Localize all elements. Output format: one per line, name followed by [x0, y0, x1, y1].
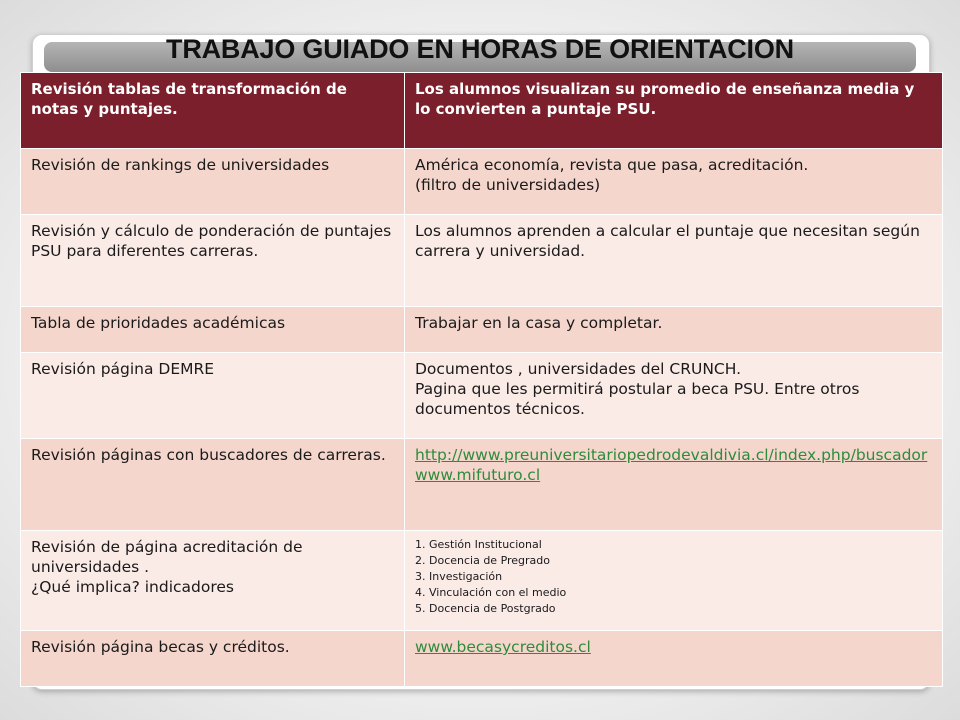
list-item: 3. Investigación — [415, 570, 503, 583]
table-row — [21, 631, 943, 687]
table-header-row — [21, 73, 943, 149]
activity-cell: Tabla de prioridades académicas — [21, 307, 405, 353]
activity-line: Revisión de página acreditación de universidades . — [31, 538, 303, 576]
slide-title: TRABAJO GUIADO EN HORAS DE ORIENTACION — [166, 34, 794, 64]
table-row — [21, 149, 943, 215]
detail-line: América economía, revista que pasa, acreditación. — [415, 156, 809, 174]
guided-work-table — [20, 72, 943, 687]
list-item: 5. Docencia de Postgrado — [415, 602, 556, 615]
table-row — [21, 215, 943, 307]
activity-cell — [21, 531, 405, 631]
activity-line: ¿Qué implica? indicadores — [31, 578, 235, 596]
becasycreditos-link[interactable]: www.becasycreditos.cl — [415, 638, 591, 656]
detail-cell — [405, 215, 943, 307]
list-item: 2. Docencia de Pregrado — [415, 554, 551, 567]
list-item: 4. Vinculación con el medio — [415, 586, 567, 599]
header-cell-activity: Revisión tablas de transformación de notas y puntajes. — [21, 73, 405, 149]
table-row — [21, 307, 943, 353]
detail-cell — [405, 353, 943, 439]
detail-line: Documentos , universidades del CRUNCH. — [415, 360, 742, 378]
mifuturo-link[interactable]: www.mifuturo.cl — [415, 466, 541, 484]
detail-line: Los alumnos aprenden a calcular el puntaje que necesitan según carrera y universidad. — [415, 222, 920, 260]
activity-cell: Revisión y cálculo de ponderación de puntajes PSU para diferentes carreras. — [21, 215, 405, 307]
table-row — [21, 439, 943, 531]
detail-cell — [405, 149, 943, 215]
header-cell-description: Los alumnos visualizan su promedio de enseñanza media y lo convierten a puntaje PSU. — [405, 73, 943, 149]
detail-cell — [405, 531, 943, 631]
detail-cell — [405, 307, 943, 353]
accreditation-criteria-list — [415, 537, 934, 617]
table-row — [21, 353, 943, 439]
detail-line: (filtro de universidades) — [415, 176, 601, 194]
activity-cell: Revisión de rankings de universidades — [21, 149, 405, 215]
list-item: 1. Gestión Institucional — [415, 538, 542, 551]
detail-cell — [405, 631, 943, 687]
detail-cell — [405, 439, 943, 531]
activity-cell: Revisión página DEMRE — [21, 353, 405, 439]
detail-line: Pagina que les permitirá postular a beca PSU. Entre otros documentos técnicos. — [415, 380, 860, 418]
activity-cell: Revisión página becas y créditos. — [21, 631, 405, 687]
table-row — [21, 531, 943, 631]
buscador-link[interactable]: http://www.preuniversitariopedrodevaldivia.cl/index.php/buscador — [415, 446, 928, 464]
activity-cell: Revisión páginas con buscadores de carreras. — [21, 439, 405, 531]
detail-line: Trabajar en la casa y completar. — [415, 314, 663, 332]
